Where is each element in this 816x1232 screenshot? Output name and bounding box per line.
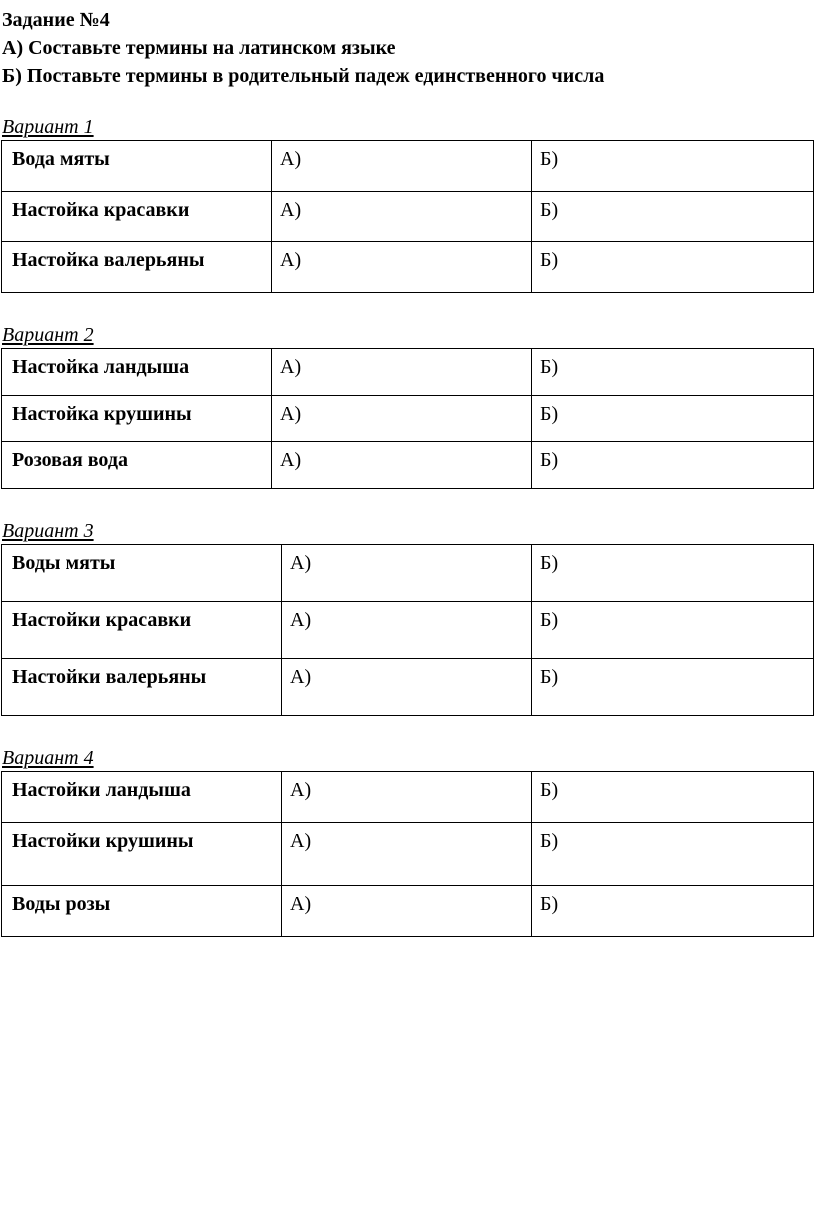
answer-a-cell: А) bbox=[272, 242, 532, 293]
term-cell: Настойки ландыша bbox=[2, 772, 282, 823]
term-cell: Воды розы bbox=[2, 886, 282, 937]
term-cell: Настойки крушины bbox=[2, 823, 282, 886]
table-row bbox=[2, 823, 814, 886]
term-cell: Воды мяты bbox=[2, 545, 282, 602]
table-row bbox=[2, 442, 814, 489]
task-instruction-a: А) Составьте термины на латинском языке bbox=[2, 37, 396, 59]
term-cell: Настойка валерьяны bbox=[2, 242, 272, 293]
variant-4-label: Вариант 4 bbox=[2, 747, 94, 769]
term-cell: Вода мяты bbox=[2, 141, 272, 192]
answer-a-cell: А) bbox=[282, 659, 532, 716]
answer-a-cell: А) bbox=[272, 349, 532, 396]
answer-a-cell: А) bbox=[282, 545, 532, 602]
term-cell: Настойка ландыша bbox=[2, 349, 272, 396]
answer-b-cell: Б) bbox=[532, 242, 814, 293]
answer-b-cell: Б) bbox=[532, 192, 814, 242]
variant-4-table bbox=[1, 771, 814, 937]
variant-3-label: Вариант 3 bbox=[2, 520, 94, 542]
table-row bbox=[2, 349, 814, 396]
answer-a-cell: А) bbox=[272, 442, 532, 489]
answer-a-cell: А) bbox=[272, 192, 532, 242]
variant-1-label: Вариант 1 bbox=[2, 116, 94, 138]
answer-a-cell: А) bbox=[282, 772, 532, 823]
answer-a-cell: А) bbox=[282, 602, 532, 659]
variant-2-table bbox=[1, 348, 814, 489]
term-cell: Настойки красавки bbox=[2, 602, 282, 659]
answer-b-cell: Б) bbox=[532, 545, 814, 602]
table-row bbox=[2, 886, 814, 937]
table-row bbox=[2, 396, 814, 442]
term-cell: Настойка крушины bbox=[2, 396, 272, 442]
task-heading bbox=[2, 6, 604, 90]
table-row bbox=[2, 545, 814, 602]
answer-b-cell: Б) bbox=[532, 823, 814, 886]
answer-b-cell: Б) bbox=[532, 442, 814, 489]
variant-2-label: Вариант 2 bbox=[2, 324, 94, 346]
answer-b-cell: Б) bbox=[532, 141, 814, 192]
answer-a-cell: А) bbox=[272, 141, 532, 192]
answer-a-cell: А) bbox=[282, 823, 532, 886]
term-cell: Розовая вода bbox=[2, 442, 272, 489]
table-row bbox=[2, 602, 814, 659]
task-instruction-b: Б) Поставьте термины в родительный падеж единственного числа bbox=[2, 65, 605, 87]
table-row bbox=[2, 192, 814, 242]
table-row bbox=[2, 242, 814, 293]
table-row bbox=[2, 659, 814, 716]
term-cell: Настойка красавки bbox=[2, 192, 272, 242]
table-row bbox=[2, 772, 814, 823]
table-row bbox=[2, 141, 814, 192]
term-cell: Настойки валерьяны bbox=[2, 659, 282, 716]
answer-b-cell: Б) bbox=[532, 349, 814, 396]
answer-b-cell: Б) bbox=[532, 659, 814, 716]
variant-1-table bbox=[1, 140, 814, 293]
answer-b-cell: Б) bbox=[532, 886, 814, 937]
answer-b-cell: Б) bbox=[532, 396, 814, 442]
answer-b-cell: Б) bbox=[532, 602, 814, 659]
answer-a-cell: А) bbox=[282, 886, 532, 937]
answer-a-cell: А) bbox=[272, 396, 532, 442]
task-title: Задание №4 bbox=[2, 9, 110, 31]
variant-3-table bbox=[1, 544, 814, 716]
answer-b-cell: Б) bbox=[532, 772, 814, 823]
